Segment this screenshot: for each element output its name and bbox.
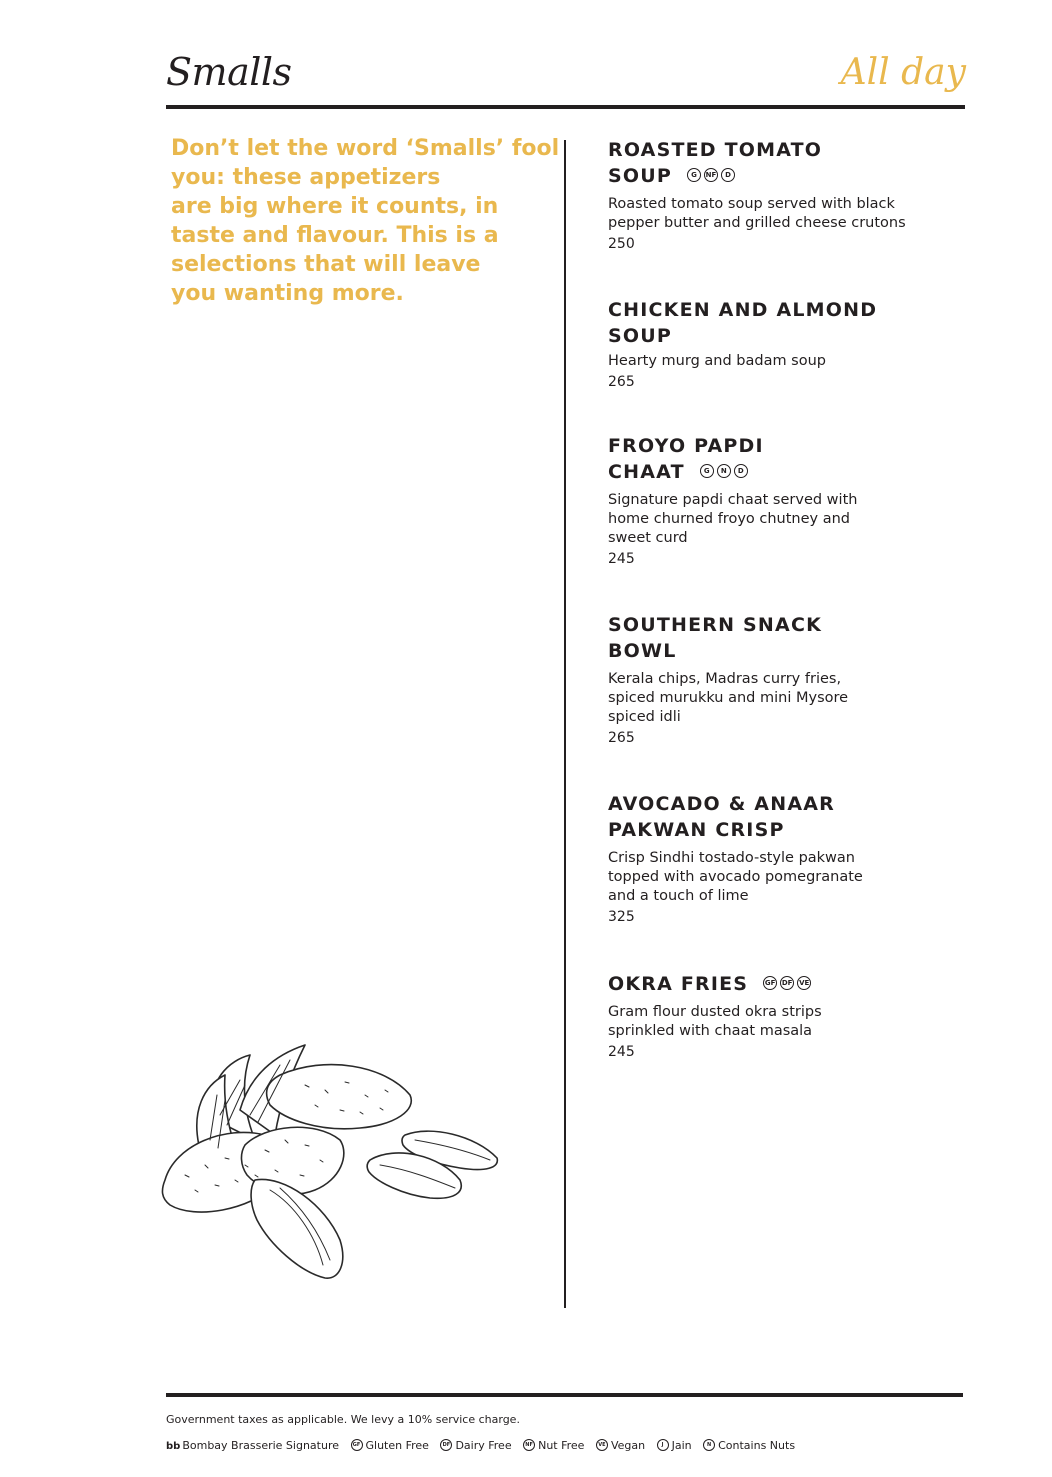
item-description — [608, 670, 908, 727]
item-name-line: CHICKEN AND ALMOND — [608, 299, 878, 321]
dietary-badges — [684, 165, 735, 187]
item-name — [608, 791, 908, 843]
intro-line: you wanting more. — [171, 281, 404, 306]
menu-item-okra-fries — [608, 971, 908, 1062]
legend-label: Gluten Free — [365, 1439, 429, 1452]
legend-item-signature — [166, 1439, 339, 1452]
dietary-badges — [697, 461, 748, 483]
legend-item-vegan — [596, 1439, 645, 1452]
item-desc-line: and a touch of lime — [608, 888, 749, 904]
legend-label: Vegan — [610, 1439, 646, 1452]
menu-item-southern-snack-bowl — [608, 612, 908, 748]
gluten-free-icon: GF — [351, 1439, 363, 1451]
item-description — [608, 352, 908, 371]
item-price: 245 — [608, 551, 635, 567]
item-description — [608, 491, 908, 548]
vegan-icon: VE — [596, 1439, 608, 1451]
dairy-free-icon: DF — [780, 976, 794, 990]
intro-line: Don’t let the word ‘Smalls’ fool — [171, 136, 560, 161]
item-price: 325 — [608, 909, 635, 925]
page-subtitle: All day — [840, 52, 966, 93]
item-name-line: SOUTHERN SNACK — [608, 614, 823, 636]
item-name — [608, 971, 908, 997]
menu-item-avocado-anaar-pakwan-crisp — [608, 791, 908, 927]
item-name-line: FROYO PAPDI — [608, 435, 764, 457]
bombay-brasserie-logo-icon: bb — [166, 1441, 181, 1452]
dietary-legend — [166, 1439, 803, 1452]
item-desc-line: topped with avocado pomegranate — [608, 869, 863, 885]
page-title: Smalls — [166, 50, 292, 94]
item-desc-line: Gram flour dusted okra strips — [608, 1004, 822, 1020]
item-description — [608, 195, 908, 233]
dairy-free-icon: DF — [440, 1439, 452, 1451]
intro-line: selections that will leave — [171, 252, 481, 277]
item-name — [608, 612, 908, 664]
item-name-line: ROASTED TOMATO — [608, 139, 823, 161]
legend-item-gluten-free — [351, 1439, 429, 1452]
item-name-line: CHAAT — [608, 461, 685, 483]
intro-line: taste and flavour. This is a — [171, 223, 499, 248]
vegan-icon: VE — [797, 976, 811, 990]
item-desc-line: Kerala chips, Madras curry fries, — [608, 671, 842, 687]
legend-label: Dairy Free — [455, 1439, 512, 1452]
legend-item-nut-free — [523, 1439, 584, 1452]
jain-icon: J — [657, 1439, 669, 1451]
gluten-icon: G — [700, 464, 714, 478]
intro-line: are big where it counts, in — [171, 194, 499, 219]
column-divider — [564, 140, 566, 1308]
item-description — [608, 1003, 908, 1041]
dietary-badges — [760, 973, 811, 995]
item-name — [608, 297, 908, 349]
intro-text — [171, 134, 560, 308]
item-desc-line: Signature papdi chaat served with — [608, 492, 858, 508]
almond-illustration-icon — [155, 1040, 505, 1290]
legend-label: Jain — [671, 1439, 692, 1452]
nut-free-icon: NF — [704, 168, 718, 182]
intro-line: you: these appetizers — [171, 165, 441, 190]
item-price: 265 — [608, 730, 635, 746]
nut-free-icon: NF — [523, 1439, 535, 1451]
contains-nuts-icon: N — [703, 1439, 715, 1451]
item-desc-line: spiced murukku and mini Mysore — [608, 690, 849, 706]
item-name-line: PAKWAN CRISP — [608, 819, 785, 841]
top-rule — [166, 105, 965, 109]
dairy-icon: D — [721, 168, 735, 182]
item-description — [608, 849, 908, 906]
item-name-line: BOWL — [608, 640, 677, 662]
item-desc-line: sweet curd — [608, 530, 688, 546]
gluten-free-icon: GF — [763, 976, 777, 990]
item-name — [608, 433, 908, 485]
legend-item-contains-nuts — [703, 1439, 795, 1452]
item-price: 250 — [608, 236, 635, 252]
item-name-line: SOUP — [608, 325, 672, 347]
nuts-icon: N — [717, 464, 731, 478]
tax-note: Government taxes as applicable. We levy a 10% service charge. — [166, 1413, 520, 1426]
item-desc-line: pepper butter and grilled cheese crutons — [608, 215, 906, 231]
item-name-line: OKRA FRIES — [608, 973, 749, 995]
legend-label: Bombay Brasserie Signature — [182, 1439, 339, 1452]
item-desc-line: sprinkled with chaat masala — [608, 1023, 813, 1039]
legend-item-dairy-free — [440, 1439, 511, 1452]
gluten-icon: G — [687, 168, 701, 182]
legend-label: Contains Nuts — [718, 1439, 796, 1452]
item-price: 245 — [608, 1044, 635, 1060]
item-desc-line: home churned froyo chutney and — [608, 511, 850, 527]
menu-item-roasted-tomato-soup — [608, 137, 908, 254]
item-desc-line: Roasted tomato soup served with black — [608, 196, 895, 212]
menu-item-chicken-almond-soup — [608, 297, 908, 392]
item-price: 265 — [608, 374, 635, 390]
item-desc-line: Crisp Sindhi tostado-style pakwan — [608, 850, 855, 866]
legend-label: Nut Free — [538, 1439, 585, 1452]
item-name-line: AVOCADO & ANAAR — [608, 793, 835, 815]
item-name — [608, 137, 908, 189]
menu-item-froyo-papdi-chaat — [608, 433, 908, 569]
legend-item-jain — [657, 1439, 692, 1452]
dairy-icon: D — [734, 464, 748, 478]
item-desc-line: spiced idli — [608, 709, 681, 725]
item-name-line: SOUP — [608, 165, 672, 187]
item-desc-line: Hearty murg and badam soup — [608, 353, 827, 369]
bottom-rule — [166, 1393, 963, 1397]
